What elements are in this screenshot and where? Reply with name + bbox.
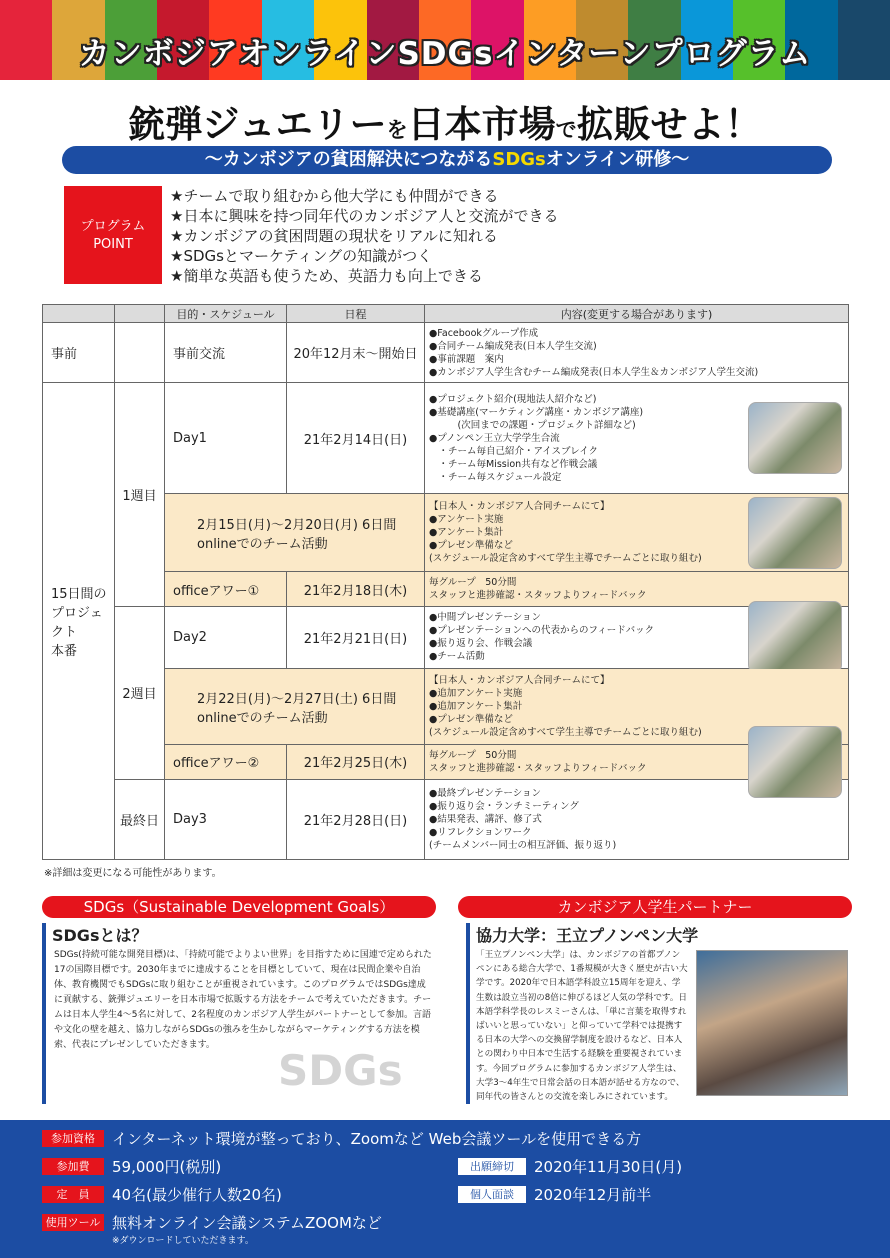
day1-label: Day1 xyxy=(165,383,287,494)
detail-line: 【日本人・カンボジア人合同チームにて】 xyxy=(429,675,610,687)
fee-value: 59,000円(税別) xyxy=(112,1158,222,1176)
detail-line: 毎グループ 50分間 xyxy=(429,577,517,588)
point-item: ★チームで取り組むから他大学にも仲間ができる xyxy=(170,187,499,205)
pre-label: 事前 xyxy=(43,323,115,383)
interview-tag: 個人面談 xyxy=(458,1186,526,1203)
partner-photo xyxy=(696,950,848,1096)
detail-line: ●プロジェクト紹介(現地法人紹介など) xyxy=(429,393,597,405)
office2-label: officeアワー② xyxy=(165,745,287,779)
headline-part: 日本市場 xyxy=(407,103,556,146)
detail-line: ・チーム毎スケジュール設定 xyxy=(429,471,562,483)
main-label xyxy=(43,383,115,860)
sdgs-logo-text: SDGs xyxy=(278,1046,403,1095)
detail-line: (スケジュール設定含めすべて学生主導でチームごとに取り組む) xyxy=(429,727,702,739)
detail-line: ●振り返り会・ランチミーティング xyxy=(429,800,579,812)
detail-line: ●合同チーム編成発表(日本人学生交流) xyxy=(429,340,597,352)
capacity-value: 40名(最少催行人数20名) xyxy=(112,1186,282,1204)
detail-line: (チームメンバー同士の相互評価、振り返り) xyxy=(429,839,617,851)
point-label: プログラム xyxy=(80,219,146,234)
detail-line: ●Facebookグループ作成 xyxy=(429,327,539,339)
online2-line: onlineでのチーム活動 xyxy=(197,710,328,726)
headline-part: を xyxy=(386,118,408,142)
qualification-tag: 参加資格 xyxy=(42,1130,104,1147)
day3-date: 21年2月28日(日) xyxy=(287,779,425,860)
subtitle-post: オンライン研修〜 xyxy=(545,149,690,170)
main-label-line: 15日間の xyxy=(51,587,107,603)
day2-detail xyxy=(425,606,849,668)
point-list xyxy=(170,186,558,286)
detail-line: (次回までの課題・プロジェクト詳細など) xyxy=(429,419,636,431)
capacity-tag: 定 員 xyxy=(42,1186,104,1203)
table-header: 目的・スケジュール xyxy=(165,305,287,323)
main-title: カンボジアオンラインSDGsインターンプログラム xyxy=(78,36,812,72)
main-label-line: プロジェクト xyxy=(51,606,103,641)
schedule-table xyxy=(42,304,849,860)
office1-date: 21年2月18日(木) xyxy=(287,572,425,606)
deadline-tag: 出願締切 xyxy=(458,1158,526,1175)
point-item: ★日本に興味を持つ同年代のカンボジア人と交流ができる xyxy=(170,207,559,225)
online1-cell xyxy=(165,494,425,572)
detail-line: ●リフレクションワーク xyxy=(429,826,532,838)
online1-line: 2月15日(月)〜2月20日(月) 6日間 xyxy=(197,517,397,533)
program-point-badge xyxy=(64,186,162,284)
detail-line: 毎グループ 50分間 xyxy=(429,749,517,761)
day3-label: Day3 xyxy=(165,779,287,860)
day2-date: 21年2月21日(日) xyxy=(287,606,425,668)
headline-part: 拡販せよ！ xyxy=(576,103,762,146)
detail-line: ●プレゼン準備など xyxy=(429,540,513,552)
office2-date: 21年2月25日(木) xyxy=(287,745,425,779)
detail-line: ●事前課題 案内 xyxy=(429,353,504,365)
tool-value: 無料オンライン会議システムZOOMなど xyxy=(112,1214,382,1232)
sdgs-body-text: SDGs(持続可能な開発目標)は、「持続可能でよりよい世界」を目指すために国連で定められた17の国際目標です。2030年までに達成することを目標としていて、現在は民間企業や自治体、教育機関でもSDGsに取り組むことが重視されています。このプログラムではSDGs達成に貢献する、銃弾ジュエリーを日本市場で拡販する方法をチームで考えていただきます。チームは日本人学生4〜5名に対して、2名程度のカンボジア人学生がパートナーとして参加。言語や文化の壁を越え、協力しながらSDGsの強みを生かしながらマーケティングする方法を模索、代表にプレゼンしていただきます。 xyxy=(42,944,434,1104)
point-label: POINT xyxy=(93,237,133,252)
detail-line: ・チーム毎Mission共有など作戦会議 xyxy=(429,458,598,470)
sdgs-subheading: SDGsとは？ xyxy=(42,923,147,946)
point-item: ★カンボジアの貧困問題の現状をリアルに知れる xyxy=(170,227,498,245)
day2-photo xyxy=(748,601,842,673)
table-header xyxy=(43,305,115,323)
schedule-note: ※詳細は変更になる可能性があります。 xyxy=(44,868,222,879)
partner-body-text: 「王立プノンペン大学」は、カンボジアの首都プノンペンにある総合大学で、1番規模が大きく歴史が古い大学です。2020年で日本語学科設立15周年を迎え、学生数は設立当初の8倍に伸びるほど人気の学科です。日本語学科学長のレスミーさんは、「単に言葉を取得すればいいと思っていない」と仰っていて学科では提携する日本の大学への交換留学制度を設けるなど、日本人との関わり中日本で生活する経験を重要視されています。今回プログラムに参加するカンボジア人学生は、大学3〜4年生で日常会話の日本語が話せる方なので、同年代の皆さんとの交流を楽しみにされています。 xyxy=(466,944,688,1104)
deadline-value: 2020年11月30日(月) xyxy=(534,1158,683,1176)
pre-purpose: 事前交流 xyxy=(165,323,287,383)
fee-tag: 参加費 xyxy=(42,1158,104,1175)
table-header: 内容(変更する場合があります) xyxy=(425,305,849,323)
sdgs-section-header: SDGs（Sustainable Development Goals） xyxy=(42,896,436,918)
detail-line: ●アンケート実施 xyxy=(429,514,504,526)
detail-line: ●カンボジア人学生含むチーム編成発表(日本人学生＆カンボジア人学生交流) xyxy=(429,366,759,378)
online1-detail xyxy=(425,494,849,572)
headline-part: で xyxy=(555,118,577,142)
day1-photo xyxy=(748,402,842,474)
online1-line: onlineでのチーム活動 xyxy=(197,536,328,552)
final-label: 最終日 xyxy=(115,779,165,860)
detail-line: ●プレゼン準備など xyxy=(429,714,513,726)
interview-value: 2020年12月前半 xyxy=(534,1186,652,1204)
detail-line: スタッフと進捗確認・スタッフよりフィードバック xyxy=(429,590,647,601)
detail-line: ●プノンペン王立大学学生合流 xyxy=(429,432,560,444)
detail-line: ●アンケート集計 xyxy=(429,527,504,539)
detail-line: ●プレゼンテーションへの代表からのフィードバック xyxy=(429,625,655,637)
subtitle-highlight: SDGs xyxy=(492,149,546,170)
office1-label: officeアワー① xyxy=(165,572,287,606)
detail-line: ●追加アンケート実施 xyxy=(429,688,523,700)
tool-tag: 使用ツール xyxy=(42,1214,104,1231)
subtitle-bar xyxy=(62,146,832,174)
week2-label: 2週目 xyxy=(115,606,165,779)
headline-part: 銃弾ジュエリー xyxy=(128,103,387,146)
headline xyxy=(0,94,890,148)
tool-note: ※ダウンロードしていただきます。 xyxy=(112,1236,254,1246)
detail-line: ●振り返り会、作戦会議 xyxy=(429,638,533,650)
online1-photo xyxy=(748,497,842,569)
day1-date: 21年2月14日(日) xyxy=(287,383,425,494)
empty-cell xyxy=(115,323,165,383)
detail-line: ●最終プレゼンテーション xyxy=(429,787,542,799)
partner-section-header: カンボジア人学生パートナー xyxy=(458,896,852,918)
point-item: ★SDGsとマーケティングの知識がつく xyxy=(170,247,433,265)
detail-line: ・チーム毎自己紹介・アイスブレイク xyxy=(429,445,599,457)
detail-line: 【日本人・カンボジア人合同チームにて】 xyxy=(429,501,610,513)
pre-date: 20年12月末〜開始日 xyxy=(287,323,425,383)
day3-detail xyxy=(425,779,849,860)
detail-line: スタッフと進捗確認・スタッフよりフィードバック xyxy=(429,762,647,774)
office2-detail xyxy=(425,745,849,779)
pre-detail xyxy=(425,323,849,383)
detail-line: ●結果発表、講評、修了式 xyxy=(429,813,542,825)
partner-subheading: 協力大学：王立プノンペン大学 xyxy=(466,923,698,946)
point-item: ★簡単な英語も使うため、英語力も向上できる xyxy=(170,267,483,285)
detail-line: ●チーム活動 xyxy=(429,651,485,663)
detail-line: ●中間プレゼンテーション xyxy=(429,612,542,624)
online2-cell xyxy=(165,668,425,744)
table-header xyxy=(115,305,165,323)
day1-detail xyxy=(425,383,849,494)
week1-label: 1週目 xyxy=(115,383,165,606)
detail-line: ●追加アンケート集計 xyxy=(429,701,523,713)
table-header: 日程 xyxy=(287,305,425,323)
qualification-value: インターネット環境が整っており、Zoomなど Web会議ツールを使用できる方 xyxy=(112,1130,642,1148)
detail-line: ●基礎講座(マーケティング講座・カンボジア講座) xyxy=(429,406,644,418)
main-label-line: 本番 xyxy=(51,644,78,660)
day2-label: Day2 xyxy=(165,606,287,668)
subtitle-pre: 〜カンボジアの貧困解決につながる xyxy=(204,149,493,170)
detail-line: (スケジュール設定含めすべて学生主導でチームごとに取り組む) xyxy=(429,553,702,565)
online2-line: 2月22日(月)〜2月27日(土) 6日間 xyxy=(197,691,397,707)
footer-info xyxy=(0,1120,890,1258)
